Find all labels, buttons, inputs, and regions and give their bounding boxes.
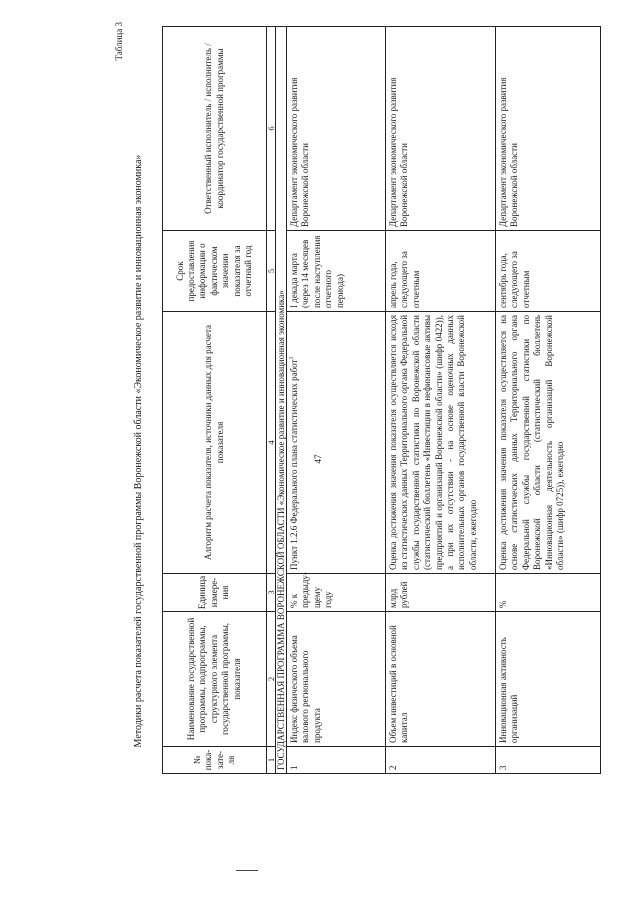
- indicator-executor: Департамент экономического развития Воронежской области: [289, 77, 311, 227]
- indicator-algorithm: Оценка достижения значения показателя осуществляется исходя из статистических данных Территориального органа Федеральной службы государственной статистики по Воронежской области (статистический бюллетень «Инвестиции в нефинансовые активы предприятий и организаций Воронежской области» (шифр 0422)), а при их отсутствии - на основе оценочных данных исполнительных органов государственной власти Воронежской области, ежегодно: [386, 311, 495, 573]
- indicator-term: сентябрь года, следующего за отчетным: [496, 230, 600, 311]
- header-executor: Ответственный исполнитель / исполнитель / координатор государственной программы: [203, 43, 225, 214]
- column-number: 5: [267, 230, 275, 311]
- indicator-name: Объем инвестиций в основной капитал: [386, 611, 495, 746]
- algorithm-text: Пункт 1.2.6 Федерального плана статистических работ: [289, 359, 299, 570]
- table-row: [496, 27, 600, 773]
- indicator-executor: Департамент экономического развития Воронежской области: [388, 77, 410, 227]
- table-header-row: [163, 27, 267, 773]
- indicator-executor: Департамент экономического развития Воронежской области: [498, 77, 520, 227]
- indicator-algorithm: Оценка достижения значения показателя осуществляется на основе статистических данных Территориального органа Федеральной службы государственной статистики по Воронежской области (статистический бюллетень «Инновационная деятельность организаций Воронежской области» (шифр 0725)), ежегодно: [496, 311, 600, 573]
- column-numbers-row: [267, 27, 276, 773]
- column-number: 4: [267, 311, 275, 573]
- row-number: 2: [386, 746, 495, 773]
- row-number: 3: [496, 746, 600, 773]
- indicator-name: Инновационная активность организаций: [496, 611, 600, 746]
- footnote-mark: 1: [289, 356, 295, 360]
- rotated-page-content: [112, 16, 629, 886]
- header-unit: Единица измере-ния: [163, 573, 266, 611]
- header-number: № пока-зате-ля: [163, 746, 266, 773]
- program-title: ГОСУДАРСТВЕННАЯ ПРОГРАММА ВОРОНЕЖСКОЙ ОБЛАСТИ «Экономическое развитие и инновационная экономика»: [276, 290, 286, 770]
- header-term: Срок предоставления информации о фактическом значении показателя за отчетный год: [163, 230, 266, 311]
- table-label: Таблица 3: [114, 22, 124, 61]
- page-number: 47: [313, 454, 323, 464]
- indicator-unit: %: [496, 573, 600, 611]
- column-number: 2: [267, 611, 275, 746]
- indicator-term: апрель года, следующего за отчетным: [386, 230, 495, 311]
- indicator-unit: % к предыду-щему году: [287, 573, 385, 611]
- column-number: 6: [266, 126, 276, 131]
- column-number: 3: [267, 573, 275, 611]
- column-number: 1: [267, 746, 275, 773]
- row-number: 1: [287, 746, 385, 773]
- header-algorithm: Алгоритм расчета показателя, источники данных для расчета показателя: [163, 311, 266, 573]
- header-name: Наименование государственной программы, подпрограммы, структурного элемента государственной программы, показателя: [163, 611, 266, 746]
- table-row: [386, 27, 496, 773]
- indicator-name: Индекс физического объема валового регионального продукта: [287, 611, 385, 746]
- indicator-term: I декада марта (через 14 месяцев после наступления отчетного периода): [287, 230, 385, 311]
- document-title: Методики расчета показателей государственной программы Воронежской области «Экономическое развитие и инновационная экономика»: [133, 154, 144, 748]
- program-title-row: [276, 27, 287, 773]
- table-row: [287, 27, 386, 773]
- indicator-unit: млрд рублей: [386, 573, 495, 611]
- indicator-algorithm: [287, 311, 385, 573]
- indicators-table: [162, 26, 601, 774]
